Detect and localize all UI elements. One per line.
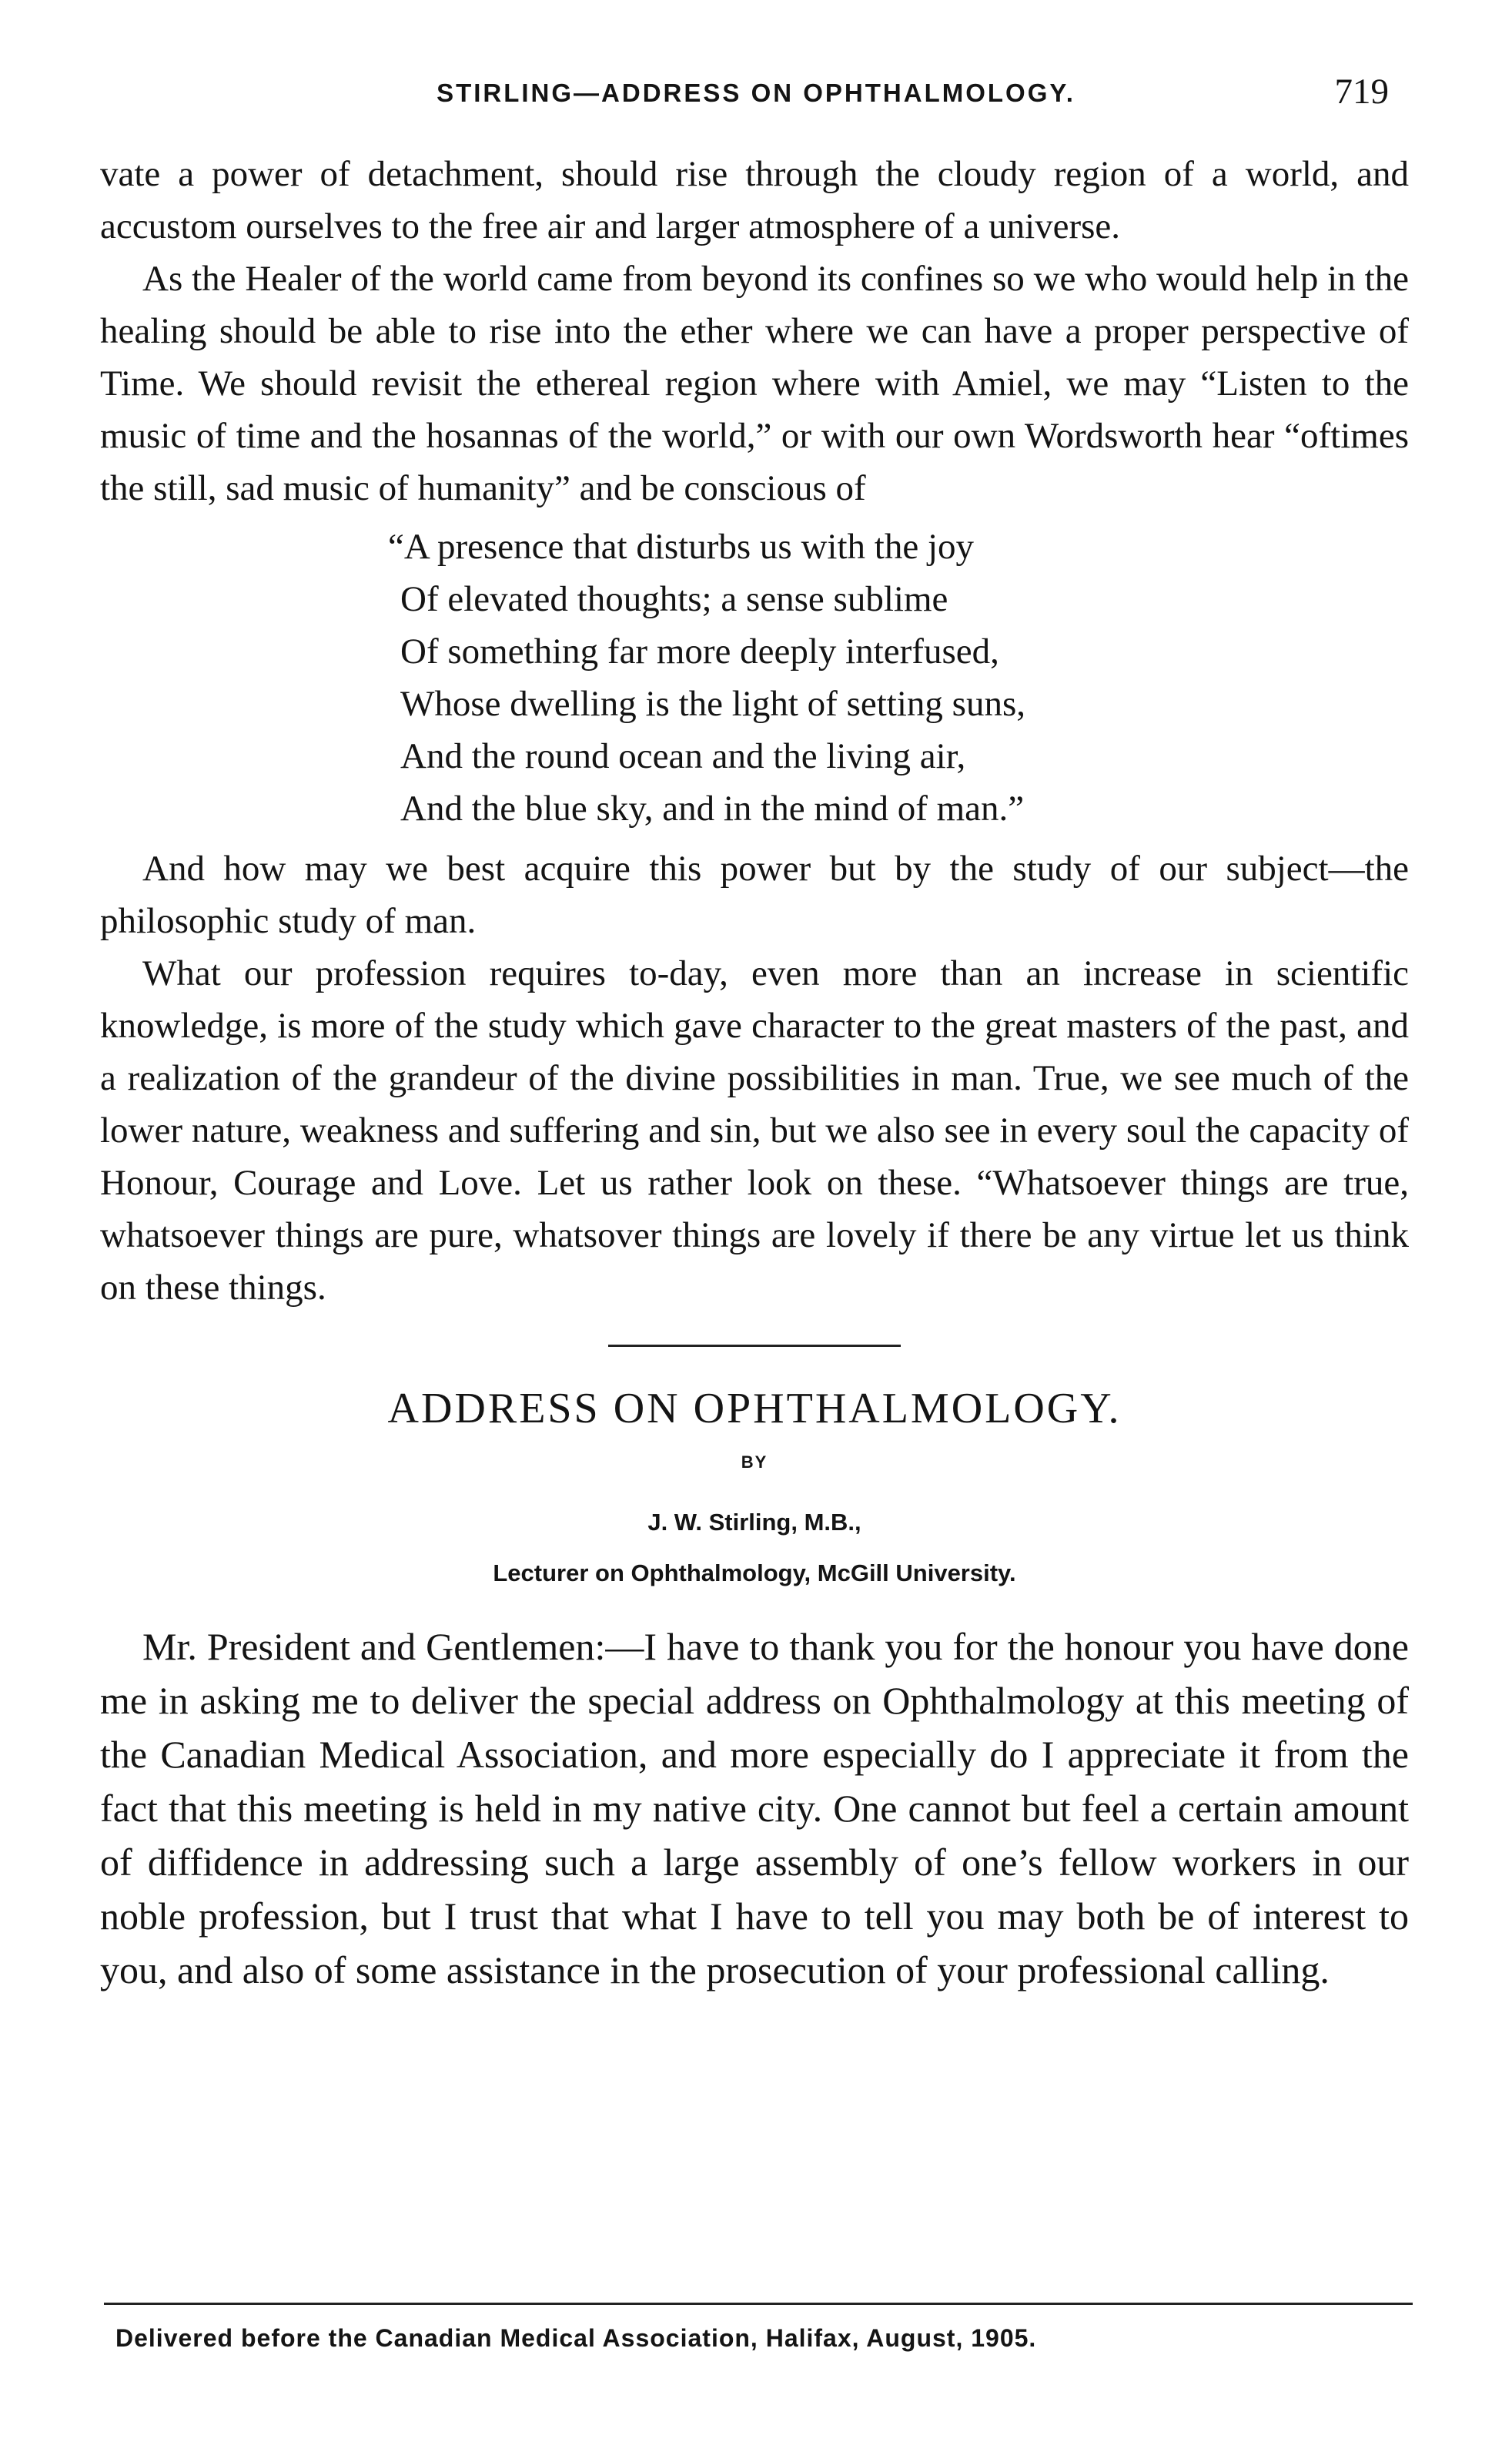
poem-line-1: “A presence that disturbs us with the joy xyxy=(388,527,974,567)
running-head-title: STIRLING—ADDRESS ON OPHTHALMOLOGY. xyxy=(437,79,1075,107)
author-name: J. W. Stirling, M.B., xyxy=(647,1509,861,1536)
body-text xyxy=(100,148,1409,1997)
poem-quotation xyxy=(388,521,1409,835)
poem-line-3: Of something far more deeply interfused, xyxy=(400,631,999,672)
paragraph-opening: Mr. President and Gentlemen:—I have to thank you for the honour you have done me in asking me to deliver the special address on Ophthalmology at this meeting of the Canadian Medical Association, and more especially do I appreciate it from the fact that this meeting is held in my native city. One cannot but feel a certain amount of diffidence in addressing such a large assembly of one’s fellow workers in our noble profession, but I trust that what I have to tell you may both be of interest to you, and also of some assistance in the prosecution of your professional calling. xyxy=(100,1625,1409,1991)
author-affiliation: Lecturer on Ophthalmology, McGill University. xyxy=(493,1559,1016,1586)
article-title: ADDRESS ON OPHTHALMOLOGY. xyxy=(387,1385,1122,1432)
article-opening xyxy=(100,1620,1409,1997)
paragraph-healer: As the Healer of the world came from beyond its confines so we who would help in the healing should be able to rise into the ether where we can have a proper perspective of Time. We should revisit the ethereal region where with Amiel, we may “Listen to the music of time and the hosannas of the world,” or with our own Wordsworth hear “oftimes the still, sad music of humanity” and be conscious of xyxy=(100,259,1409,508)
page-number: 719 xyxy=(1334,72,1389,112)
by-line: BY xyxy=(741,1452,768,1472)
poem-line-4: Whose dwelling is the light of setting suns, xyxy=(400,684,1025,724)
running-head xyxy=(100,71,1412,117)
paragraph-continuation: vate a power of detachment, should rise through the cloudy region of a world, and accustom ourselves to the free air and larger atmosphere of a universe. xyxy=(100,154,1409,246)
paragraph-power: And how may we best acquire this power but by the study of our subject—the philosophic study of man. xyxy=(100,849,1409,941)
paragraph-profession: What our profession requires to-day, even more than an increase in scientific knowledge, is more of the study which gave character to the great masters of the past, and a realization of the grandeur of the divine possibilities in man. True, we see much of the lower nature, weakness and suffering and sin, but we also see in every soul the capacity of Honour, Courage and Love. Let us rather look on these. “Whatsoever things are true, whatsoever things are pure, whatsover things are lovely if there be any virtue let us think on these things. xyxy=(100,953,1409,1308)
poem-line-6: And the blue sky, and in the mind of man.” xyxy=(400,789,1025,829)
footnote: Delivered before the Canadian Medical Association, Halifax, August, 1905. xyxy=(115,2324,1037,2352)
footnote-rule xyxy=(104,2303,1413,2305)
poem-line-5: And the round ocean and the living air, xyxy=(400,736,966,776)
poem-line-2: Of elevated thoughts; a sense sublime xyxy=(400,579,948,619)
section-divider xyxy=(608,1345,901,1347)
